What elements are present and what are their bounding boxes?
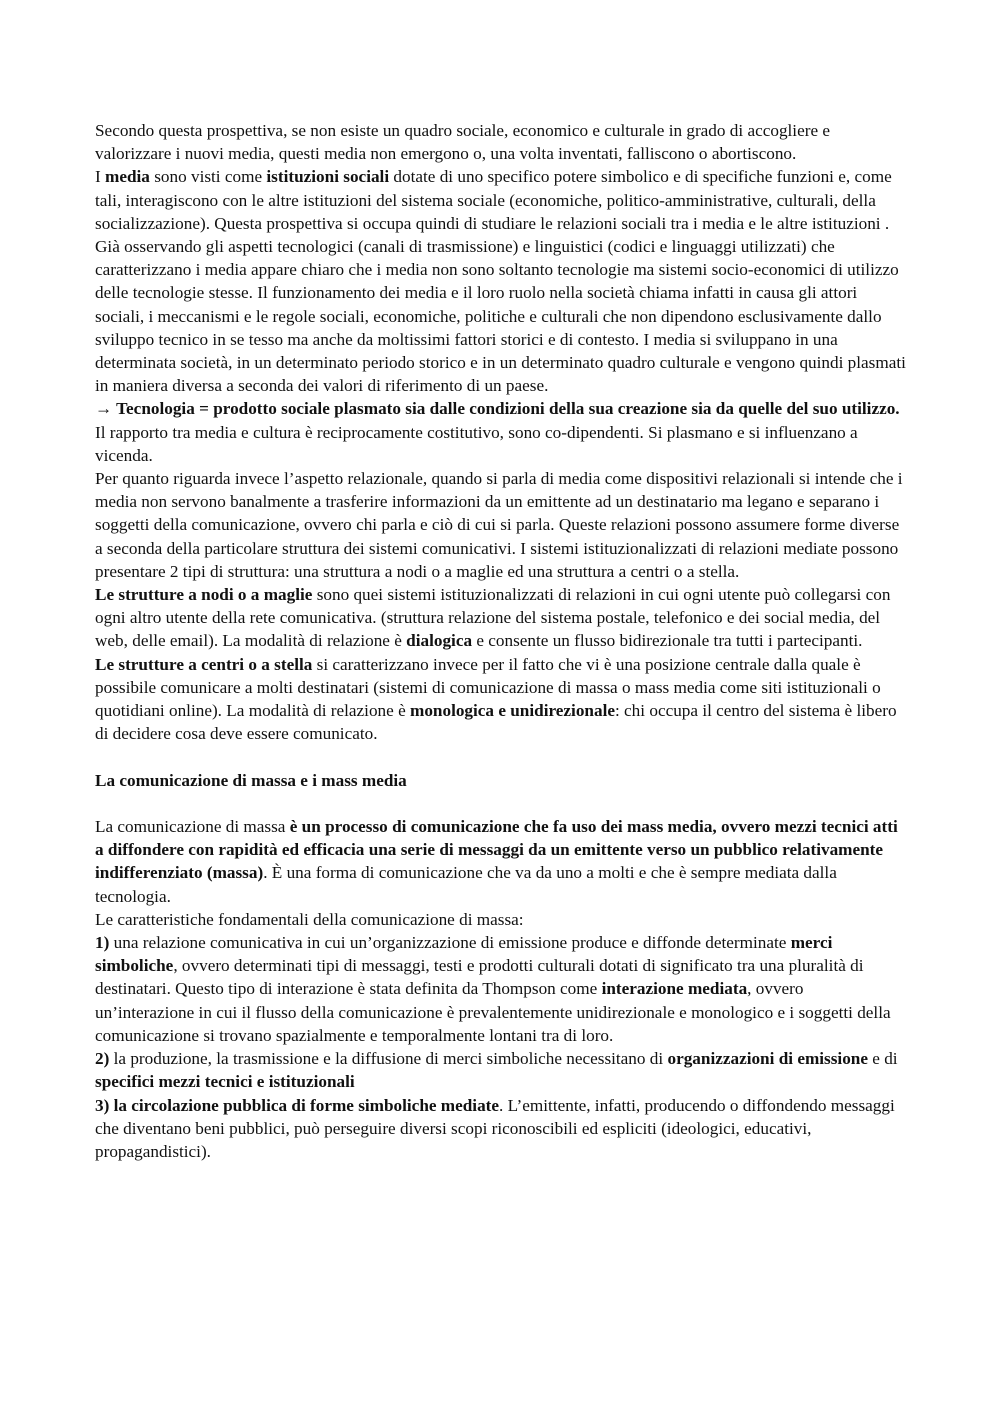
bold-dialogica: dialogica: [406, 631, 473, 651]
paragraph-prospettiva: Secondo questa prospettiva, se non esiste un quadro sociale, economico e culturale in grado di accogliere e valorizzare i nuovi media, questi media non emergono o, una volta inventati, falliscono o abortiscono.: [95, 121, 830, 164]
paragraph-strutture-centri: [95, 653, 907, 746]
bold-strutture-centri: Le strutture a centri o a stella: [95, 654, 313, 674]
text-run: una relazione comunicativa in cui un’organizzazione di emissione produce e diffonde determinate: [109, 933, 791, 953]
text-run: : chi occupa il centro del sistema è libero di decidere cosa deve essere comunicato.: [95, 701, 897, 744]
text-run: La comunicazione di massa: [95, 817, 290, 837]
text-run: , ovvero determinati tipi di messaggi, testi e prodotti culturali dotati di significato tra una pluralità di destinatari. Questo tipo di interazione è stata definita da Thompson come: [95, 956, 864, 999]
text-run: e di: [867, 1049, 898, 1069]
bold-strutture-nodi: Le strutture a nodi o a maglie: [95, 585, 313, 605]
text-run: sono quei sistemi istituzionalizzati di relazioni in cui ogni utente può collegarsi con ogni altro utente della rete comunicativa. (struttura relazione del sistema postale, telefonico e dei social media, del web, delle email). La modalità di relazione è: [95, 585, 891, 651]
text-run: si caratterizzano invece per il fatto che vi è una posizione centrale dalla quale è possibile comunicare a molti destinatari (sistemi di comunicazione di massa o mass media come siti istituzionali o quotidiani online). La modalità di relazione è: [95, 654, 881, 721]
list-number: 1): [95, 933, 110, 953]
text-run: dotate di uno specifico potere simbolico e di specifiche funzioni e, come tali, interagiscono con le altre istituzioni del sistema sociale (economiche, politico-amministrative, culturali, della socializzazione). Questa prospettiva si occupa quindi di studiare le relazioni sociali tra i media e le altre istituzioni .: [95, 167, 892, 233]
list-item-2: [95, 1047, 907, 1093]
paragraph-tecnologia: [95, 397, 907, 467]
blank-line: [95, 792, 907, 815]
text-run: Il rapporto tra media e cultura è reciprocamente costitutivo, sono co-dipendenti. Si plasmano e si influenzano a vicenda.: [95, 422, 858, 465]
blank-line: [95, 745, 907, 768]
section-heading: La comunicazione di massa e i mass media: [95, 770, 407, 790]
document-page: [95, 119, 907, 1163]
bold-mezzi-tecnici: specifici mezzi tecnici e istituzionali: [95, 1072, 355, 1092]
text-run: I: [95, 167, 106, 187]
text-run: , ovvero un’interazione in cui il flusso della comunicazione è prevalentemente unidirezionale e monologico e i soggetti della comunicazione si trovano spazialmente e temporalmente lontani tra di loro.: [95, 979, 891, 1045]
paragraph-aspetti-tecnologici: Già osservando gli aspetti tecnologici (canali di trasmissione) e linguistici (codici e linguaggi utilizzati) che caratterizzano i media appare chiaro che i media non sono soltanto tecnologie ma sistemi socio-economici di utilizzo delle tecnologie stesse. Il funzionamento dei media e il loro ruolo nella società chiama infatti in causa gli attori sociali, i meccanismi e le regole sociali, economiche, politiche e culturali che non dipendono esclusivamente dallo sviluppo tecnico in se tesso ma anche da moltissimi fattori storici e di contesto. I media si sviluppano in una determinata società, in un determinato periodo storico e in un determinato quadro culturale e vengono quindi plasmati in maniera diversa a seconda dei valori di riferimento di un paese.: [95, 237, 906, 396]
bold-definition-massa: è un processo di comunicazione che fa uso dei mass media, ovvero mezzi tecnici atti a diffondere con rapidità ed efficacia una serie di messaggi da un emittente verso un pubblico relativamente indifferenziato (massa): [95, 817, 898, 883]
text-run: la produzione, la trasmissione e la diffusione di merci simboliche necessitano di: [109, 1049, 668, 1069]
paragraph-caratteristiche: Le caratteristiche fondamentali della comunicazione di massa:: [95, 909, 524, 929]
bold-term-media: media: [105, 167, 150, 187]
text-run: . È una forma di comunicazione che va da uno a molti e che è sempre mediata dalla tecnologia.: [95, 863, 837, 906]
bold-organizzazioni-emissione: organizzazioni di emissione: [667, 1049, 868, 1069]
bold-merci-simboliche: merci simboliche: [95, 933, 833, 976]
text-run: sono visti come: [149, 167, 267, 187]
paragraph-aspetto-relazionale: Per quanto riguarda invece l’aspetto relazionale, quando si parla di media come dispositivi relazionali si intende che i media non servono banalmente a trasferire informazioni da un emittente ad un destinatario ma legano e separano i soggetti della comunicazione, ovvero chi parla e ciò di cui si parla. Queste relazioni possono assumere forme diverse a seconda della particolare struttura dei sistemi comunicativi. I sistemi istituzionalizzati di relazioni mediate possono presentare 2 tipi di struttura: una struttura a nodi o a maglie ed una struttura a centri o a stella.: [95, 469, 903, 581]
paragraph-strutture-nodi: [95, 583, 907, 653]
text-run: e consente un flusso bidirezionale tra tutti i partecipanti.: [472, 631, 863, 651]
list-item-3: [95, 1094, 907, 1164]
bold-interazione-mediata: interazione mediata: [601, 979, 748, 999]
text-run: . L’emittente, infatti, producendo o diffondendo messaggi che diventano beni pubblici, può perseguire diversi scopi riconoscibili ed espliciti (ideologici, educativi, propagandistici).: [95, 1095, 895, 1161]
bold-term-istituzioni-sociali: istituzioni sociali: [266, 167, 390, 187]
list-number: 2): [95, 1049, 110, 1069]
paragraph-comunicazione-massa: [95, 815, 907, 908]
list-item-1: [95, 931, 907, 1047]
bold-tecnologia-definition: → Tecnologia = prodotto sociale plasmato sia dalle condizioni della sua creazione sia da quelle del suo utilizzo.: [95, 399, 900, 419]
bold-circolazione-pubblica: 3) la circolazione pubblica di forme simboliche mediate: [95, 1095, 500, 1115]
paragraph-media-istituzioni: [95, 165, 907, 235]
bold-monologica: monologica e unidirezionale: [410, 701, 615, 721]
